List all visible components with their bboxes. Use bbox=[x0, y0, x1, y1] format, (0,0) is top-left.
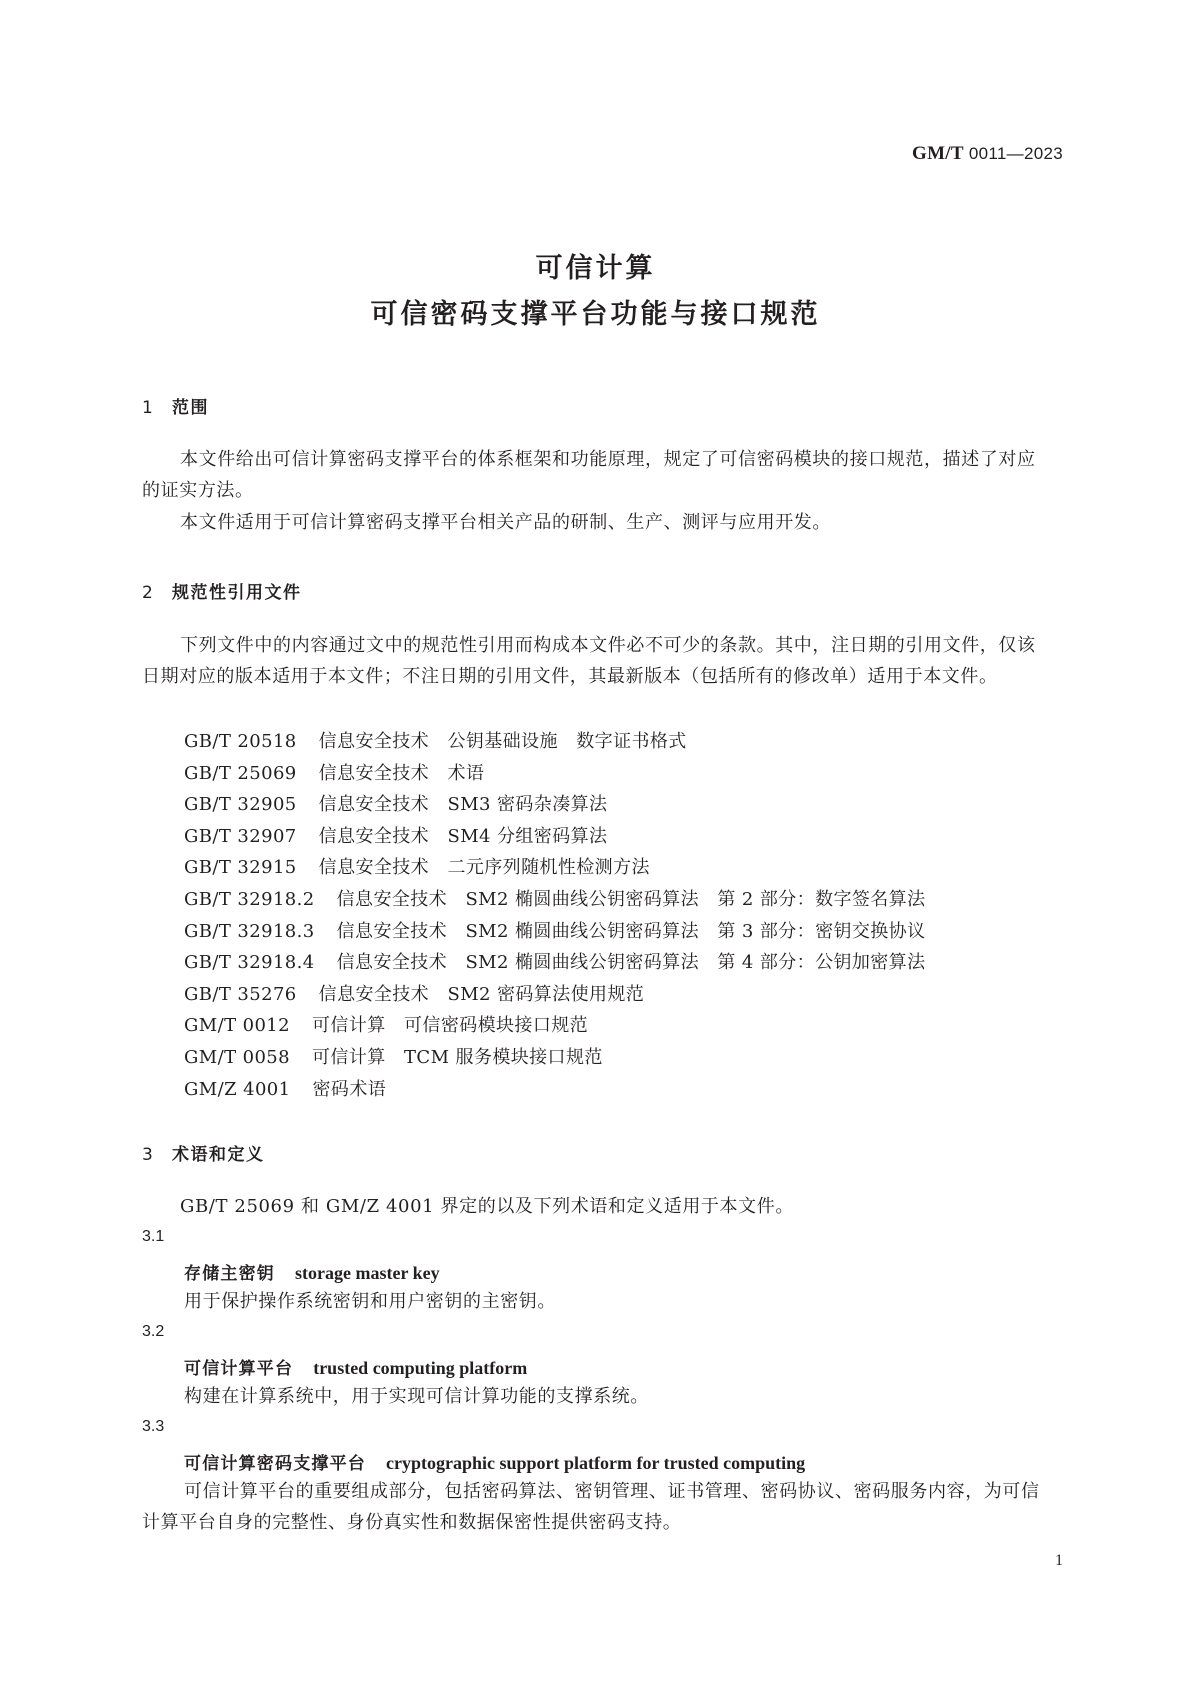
term-name-en: storage master key bbox=[295, 1263, 440, 1283]
list-item bbox=[184, 979, 925, 1011]
term-name bbox=[184, 1259, 440, 1284]
reference-title: 可信计算 可信密码模块接口规范 bbox=[312, 1015, 589, 1037]
term-name-zh: 可信计算平台 bbox=[184, 1359, 294, 1379]
reference-code: GB/T 32918.4 bbox=[184, 952, 315, 974]
list-item bbox=[184, 821, 925, 853]
reference-code: GM/T 0012 bbox=[184, 1015, 291, 1037]
reference-code: GB/T 20518 bbox=[184, 731, 297, 752]
reference-title: 信息安全技术 SM2 椭圆曲线公钥密码算法 第 3 部分：密钥交换协议 bbox=[336, 920, 926, 942]
reference-code: GB/T 32905 bbox=[184, 794, 297, 816]
list-item bbox=[184, 947, 925, 979]
section-title: 术语和定义 bbox=[172, 1145, 265, 1165]
reference-title: 密码术语 bbox=[312, 1078, 387, 1100]
term-definition: 构建在计算系统中，用于实现可信计算功能的支撑系统。 bbox=[184, 1386, 649, 1407]
section-title: 范围 bbox=[172, 398, 209, 418]
reference-code: GB/T 35276 bbox=[184, 983, 297, 1005]
reference-title: 信息安全技术 术语 bbox=[318, 762, 485, 784]
reference-code: GM/T 0058 bbox=[184, 1046, 291, 1068]
term-definition: 用于保护操作系统密钥和用户密钥的主密钥。 bbox=[184, 1291, 556, 1312]
list-item bbox=[184, 789, 925, 821]
section-number: 2 bbox=[142, 583, 155, 603]
term-number: 3.2 bbox=[142, 1323, 165, 1340]
term-number: 3.1 bbox=[142, 1228, 165, 1245]
section-2-intro: 下列文件中的内容通过文中的规范性引用而构成本文件必不可少的条款。其中，注日期的引用文件，仅该日期对应的版本适用于本文件；不注日期的引用文件，其最新版本（包括所有的修改单）适用于本文件。 bbox=[142, 635, 1036, 687]
reference-code: GB/T 32915 bbox=[184, 857, 297, 879]
section-1-paragraph-2: 本文件适用于可信计算密码支撑平台相关产品的研制、生产、测评与应用开发。 bbox=[180, 512, 831, 533]
reference-title: 信息安全技术 SM2 椭圆曲线公钥密码算法 第 2 部分：数字签名算法 bbox=[336, 888, 926, 910]
term-name bbox=[184, 1449, 805, 1474]
list-item bbox=[184, 1042, 925, 1074]
term-name bbox=[184, 1354, 527, 1379]
reference-list bbox=[184, 726, 925, 1105]
section-3-intro: GB/T 25069 和 GM/Z 4001 界定的以及下列术语和定义适用于本文件。 bbox=[180, 1196, 794, 1217]
section-1-paragraph-1: 本文件给出可信计算密码支撑平台的体系框架和功能原理，规定了可信密码模块的接口规范，描述了对应的证实方法。 bbox=[142, 449, 1036, 501]
list-item bbox=[184, 758, 925, 790]
standard-number: 0011—2023 bbox=[968, 144, 1063, 163]
list-item bbox=[184, 1074, 925, 1106]
reference-title: 信息安全技术 SM3 密码杂凑算法 bbox=[318, 794, 608, 816]
term-definition: 可信计算平台的重要组成部分，包括密码算法、密钥管理、证书管理、密码协议、密码服务内容，为可信计算平台自身的完整性、身份真实性和数据保密性提供密码支持。 bbox=[142, 1481, 1040, 1533]
document-title-line2: 可信密码支撑平台功能与接口规范 bbox=[370, 299, 821, 330]
standard-prefix: GM/T bbox=[911, 143, 964, 164]
reference-title: 信息安全技术 公钥基础设施 数字证书格式 bbox=[318, 731, 687, 752]
reference-title: 信息安全技术 SM2 密码算法使用规范 bbox=[318, 983, 645, 1005]
reference-code: GB/T 32918.3 bbox=[184, 920, 315, 942]
list-item bbox=[184, 1010, 925, 1042]
list-item bbox=[184, 884, 925, 916]
reference-title: 信息安全技术 SM4 分组密码算法 bbox=[318, 825, 608, 847]
term-name-en: trusted computing platform bbox=[313, 1358, 528, 1378]
document-title-line1: 可信计算 bbox=[535, 253, 656, 284]
reference-title: 信息安全技术 SM2 椭圆曲线公钥密码算法 第 4 部分：公钥加密算法 bbox=[336, 952, 926, 974]
list-item bbox=[184, 726, 925, 758]
section-number: 1 bbox=[142, 398, 155, 418]
standard-code bbox=[912, 143, 1063, 165]
section-title: 规范性引用文件 bbox=[172, 583, 302, 603]
term-name-zh: 可信计算密码支撑平台 bbox=[184, 1454, 366, 1474]
section-2-heading bbox=[142, 578, 302, 603]
reference-code: GB/T 32907 bbox=[184, 825, 297, 847]
reference-code: GM/Z 4001 bbox=[184, 1078, 291, 1100]
reference-code: GB/T 32918.2 bbox=[184, 888, 315, 910]
reference-title: 可信计算 TCM 服务模块接口规范 bbox=[312, 1046, 603, 1068]
list-item bbox=[184, 916, 925, 948]
section-3-heading bbox=[142, 1140, 265, 1165]
reference-title: 信息安全技术 二元序列随机性检测方法 bbox=[318, 857, 650, 879]
reference-code: GB/T 25069 bbox=[184, 762, 297, 784]
section-1-heading bbox=[142, 393, 209, 418]
page-number: 1 bbox=[1055, 1552, 1063, 1569]
term-name-en: cryptographic support platform for trusted computing bbox=[386, 1453, 806, 1473]
term-name-zh: 存储主密钥 bbox=[184, 1264, 275, 1284]
section-number: 3 bbox=[142, 1145, 155, 1165]
list-item bbox=[184, 852, 925, 884]
term-number: 3.3 bbox=[142, 1418, 165, 1435]
